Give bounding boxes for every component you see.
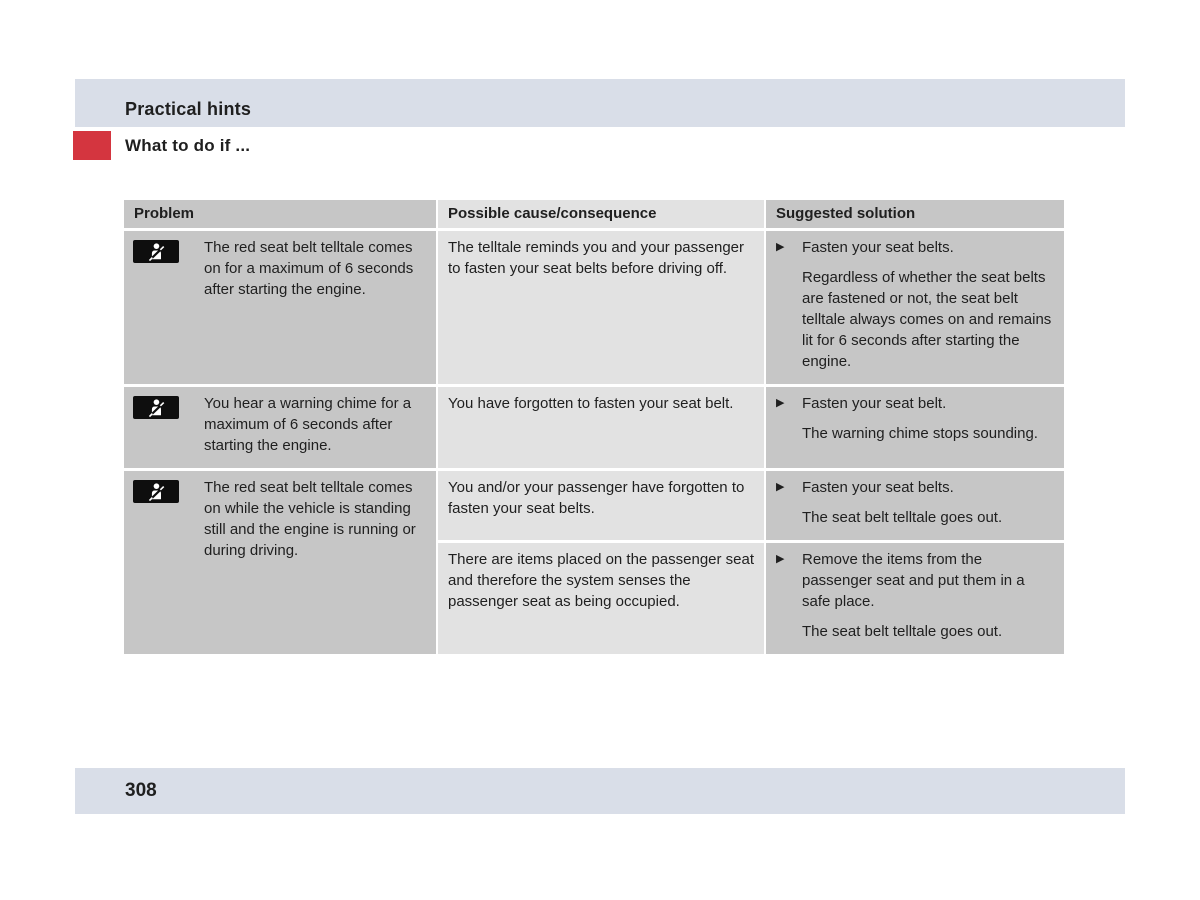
solution-action-text: Fasten your seat belts. — [802, 239, 954, 256]
cause-text: There are items placed on the passenger seat and therefore the system senses the passenger seat as being occupied. — [448, 551, 755, 610]
solution-note: The warning chime stops sounding. — [802, 425, 1038, 442]
solution-action-text: Fasten your seat belts. — [802, 479, 954, 496]
column-header-cause: Possible cause/consequence — [438, 200, 764, 228]
page-footer-bar — [75, 768, 1125, 814]
page-subtitle: What to do if ... — [125, 136, 251, 155]
solution-note: The seat belt telltale goes out. — [802, 623, 1003, 640]
solution-note: Regardless of whether the seat belts are fastened or not, the seat belt telltale always comes on and remains lit for 6 seconds after starting the engine. — [802, 269, 1052, 370]
chapter-header-bar — [75, 79, 1125, 127]
cause-cell — [438, 543, 764, 654]
table-header-row — [124, 200, 1064, 228]
section-title: Practical hints — [125, 98, 252, 119]
cause-cell — [438, 471, 764, 540]
problem-text: The red seat belt telltale comes on for a maximum of 6 seconds after starting the engine. — [204, 239, 414, 298]
column-header-problem: Problem — [124, 200, 436, 228]
cause-text: You have forgotten to fasten your seat belt. — [448, 395, 734, 412]
solution-cell — [766, 471, 1064, 540]
solution-cell — [766, 387, 1064, 468]
accent-red-square — [73, 131, 111, 160]
problem-text: The red seat belt telltale comes on while the vehicle is standing still and the engine is running or during driving. — [204, 479, 416, 559]
table-row — [124, 387, 1064, 468]
solution-cell — [766, 543, 1064, 654]
cause-text: You and/or your passenger have forgotten to fasten your seat belts. — [448, 479, 745, 517]
table-row — [124, 231, 1064, 384]
triangle-right-icon: ▶ — [776, 241, 785, 253]
solution-cell — [766, 231, 1064, 384]
triangle-right-icon: ▶ — [776, 553, 785, 565]
solution-action-text: Remove the items from the passenger seat and put them in a safe place. — [802, 551, 1025, 610]
page-number: 308 — [125, 780, 157, 801]
solution-action-text: Fasten your seat belt. — [802, 395, 947, 412]
problem-text: You hear a warning chime for a maximum of 6 seconds after starting the engine. — [204, 395, 412, 454]
cause-text: The telltale reminds you and your passenger to fasten your seat belts before driving off. — [448, 239, 745, 277]
problem-cell — [124, 231, 436, 384]
seat-belt-warning-icon — [133, 396, 179, 419]
seat-belt-warning-icon — [133, 240, 179, 263]
cause-cell — [438, 231, 764, 384]
column-header-solution: Suggested solution — [766, 200, 1064, 228]
solution-note: The seat belt telltale goes out. — [802, 509, 1003, 526]
triangle-right-icon: ▶ — [776, 397, 785, 409]
problem-cell — [124, 471, 436, 654]
triangle-right-icon: ▶ — [776, 481, 785, 493]
table-row — [124, 471, 1064, 540]
problem-cell — [124, 387, 436, 468]
troubleshooting-table — [122, 197, 1066, 657]
troubleshooting-table-container — [122, 197, 1066, 657]
seat-belt-warning-icon — [133, 480, 179, 503]
cause-cell — [438, 387, 764, 468]
